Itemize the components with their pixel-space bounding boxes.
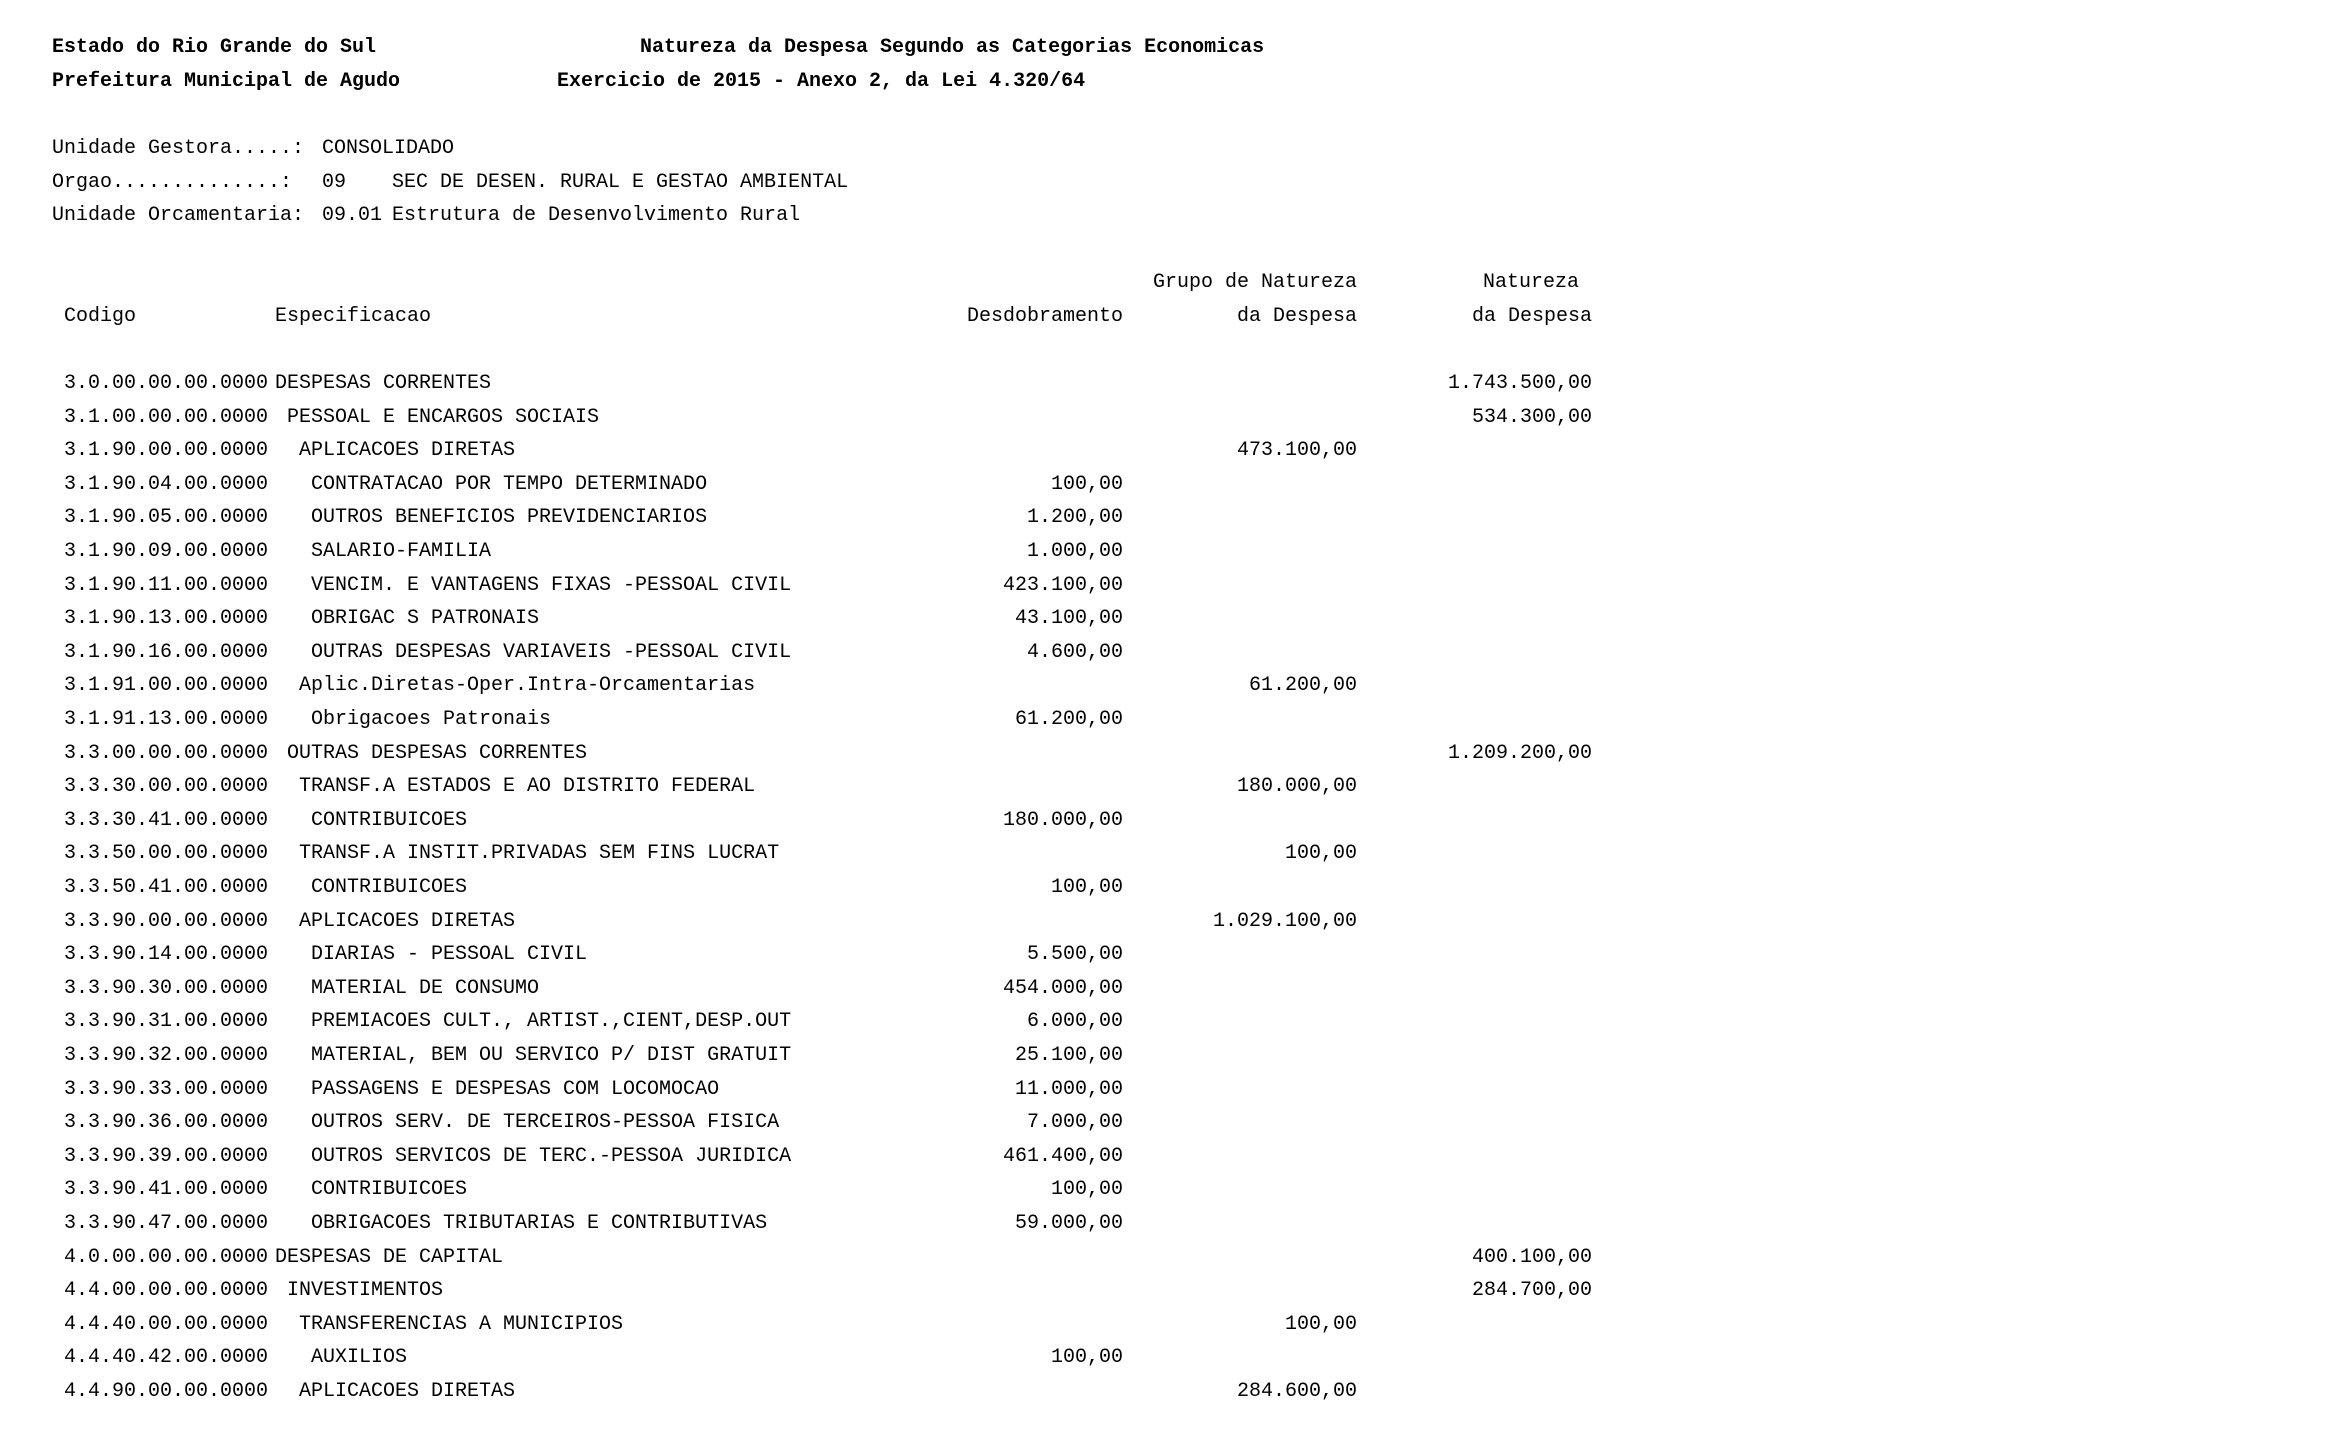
row-grupo-natureza: 1.029.100,00 — [1212, 910, 1357, 933]
row-desdobramento: 1.200,00 — [1026, 506, 1123, 529]
row-especificacao: PESSOAL E ENCARGOS SOCIAIS — [287, 406, 600, 429]
row-especificacao: OBRIGACOES TRIBUTARIAS E CONTRIBUTIVAS — [311, 1212, 768, 1235]
row-especificacao: CONTRIBUICOES — [311, 876, 468, 899]
row-desdobramento: 100,00 — [1050, 1178, 1123, 1201]
row-especificacao: OUTRAS DESPESAS VARIAVEIS -PESSOAL CIVIL — [311, 641, 792, 664]
row-code: 3.1.00.00.00.0000 — [64, 406, 269, 429]
row-desdobramento: 59.000,00 — [1014, 1212, 1123, 1235]
row-code: 3.1.91.13.00.0000 — [64, 708, 269, 731]
row-natureza: 1.209.200,00 — [1447, 742, 1592, 765]
row-especificacao: VENCIM. E VANTAGENS FIXAS -PESSOAL CIVIL — [311, 574, 792, 597]
unidade-gestora-value: CONSOLIDADO — [322, 137, 455, 160]
row-especificacao: TRANSF.A INSTIT.PRIVADAS SEM FINS LUCRAT — [299, 842, 780, 865]
row-desdobramento: 454.000,00 — [1002, 977, 1123, 1000]
row-code: 4.4.40.42.00.0000 — [64, 1346, 269, 1369]
row-desdobramento: 100,00 — [1050, 1346, 1123, 1369]
row-especificacao: OUTROS SERV. DE TERCEIROS-PESSOA FISICA — [311, 1111, 780, 1134]
row-desdobramento: 61.200,00 — [1014, 708, 1123, 731]
row-especificacao: MATERIAL DE CONSUMO — [311, 977, 540, 1000]
row-code: 3.3.50.41.00.0000 — [64, 876, 269, 899]
orgao-code: 09 — [322, 171, 347, 194]
state-name: Estado do Rio Grande do Sul — [52, 36, 377, 59]
row-code: 3.3.90.00.00.0000 — [64, 910, 269, 933]
row-especificacao: Obrigacoes Patronais — [311, 708, 552, 731]
row-especificacao: Aplic.Diretas-Oper.Intra-Orcamentarias — [299, 674, 756, 697]
row-code: 4.4.40.00.00.0000 — [64, 1313, 269, 1336]
row-desdobramento: 461.400,00 — [1002, 1145, 1123, 1168]
row-desdobramento: 100,00 — [1050, 473, 1123, 496]
row-especificacao: DIARIAS - PESSOAL CIVIL — [311, 943, 588, 966]
row-grupo-natureza: 100,00 — [1284, 1313, 1357, 1336]
row-code: 3.1.90.16.00.0000 — [64, 641, 269, 664]
row-especificacao: CONTRATACAO POR TEMPO DETERMINADO — [311, 473, 708, 496]
row-code: 3.3.50.00.00.0000 — [64, 842, 269, 865]
row-especificacao: OUTROS SERVICOS DE TERC.-PESSOA JURIDICA — [311, 1145, 792, 1168]
row-grupo-natureza: 284.600,00 — [1236, 1380, 1357, 1403]
row-code: 4.0.00.00.00.0000 — [64, 1246, 269, 1269]
row-code: 3.1.90.09.00.0000 — [64, 540, 269, 563]
row-especificacao: TRANSF.A ESTADOS E AO DISTRITO FEDERAL — [299, 775, 756, 798]
row-code: 3.3.90.33.00.0000 — [64, 1078, 269, 1101]
unidade-orcamentaria-code: 09.01 — [322, 204, 383, 227]
row-especificacao: MATERIAL, BEM OU SERVICO P/ DIST GRATUIT — [311, 1044, 792, 1067]
col-natureza-header-line1: Natureza — [1483, 271, 1580, 294]
row-code: 3.3.00.00.00.0000 — [64, 742, 269, 765]
row-especificacao: TRANSFERENCIAS A MUNICIPIOS — [299, 1313, 624, 1336]
row-code: 3.3.90.31.00.0000 — [64, 1010, 269, 1033]
row-code: 3.3.90.30.00.0000 — [64, 977, 269, 1000]
orgao-label: Orgao..............: — [52, 171, 293, 194]
row-code: 3.0.00.00.00.0000 — [64, 372, 269, 395]
row-especificacao: DESPESAS DE CAPITAL — [275, 1246, 504, 1269]
row-desdobramento: 7.000,00 — [1026, 1111, 1123, 1134]
row-especificacao: INVESTIMENTOS — [287, 1279, 444, 1302]
row-especificacao: DESPESAS CORRENTES — [275, 372, 492, 395]
col-grupo-header-line2: da Despesa — [1236, 305, 1357, 328]
row-grupo-natureza: 180.000,00 — [1236, 775, 1357, 798]
row-especificacao: CONTRIBUICOES — [311, 809, 468, 832]
row-desdobramento: 423.100,00 — [1002, 574, 1123, 597]
row-grupo-natureza: 473.100,00 — [1236, 439, 1357, 462]
row-grupo-natureza: 61.200,00 — [1248, 674, 1357, 697]
row-natureza: 284.700,00 — [1471, 1279, 1592, 1302]
row-especificacao: SALARIO-FAMILIA — [311, 540, 492, 563]
row-code: 3.3.90.14.00.0000 — [64, 943, 269, 966]
row-code: 3.3.30.00.00.0000 — [64, 775, 269, 798]
row-grupo-natureza: 100,00 — [1284, 842, 1357, 865]
row-natureza: 400.100,00 — [1471, 1246, 1592, 1269]
row-desdobramento: 180.000,00 — [1002, 809, 1123, 832]
col-especificacao-header: Especificacao — [275, 305, 432, 328]
row-especificacao: OBRIGAC S PATRONAIS — [311, 607, 540, 630]
row-code: 3.3.30.41.00.0000 — [64, 809, 269, 832]
row-code: 3.1.90.04.00.0000 — [64, 473, 269, 496]
orgao-value: SEC DE DESEN. RURAL E GESTAO AMBIENTAL — [392, 171, 849, 194]
row-code: 3.3.90.41.00.0000 — [64, 1178, 269, 1201]
col-natureza-header-line2: da Despesa — [1471, 305, 1592, 328]
row-code: 3.3.90.32.00.0000 — [64, 1044, 269, 1067]
col-codigo-header: Codigo — [64, 305, 137, 328]
row-desdobramento: 5.500,00 — [1026, 943, 1123, 966]
row-especificacao: APLICACOES DIRETAS — [299, 910, 516, 933]
col-desdobramento-header: Desdobramento — [966, 305, 1123, 328]
exercise-info: Exercicio de 2015 - Anexo 2, da Lei 4.320/64 — [557, 70, 1086, 93]
row-desdobramento: 6.000,00 — [1026, 1010, 1123, 1033]
row-code: 3.3.90.36.00.0000 — [64, 1111, 269, 1134]
row-desdobramento: 1.000,00 — [1026, 540, 1123, 563]
municipality-name: Prefeitura Municipal de Agudo — [52, 70, 401, 93]
row-especificacao: OUTROS BENEFICIOS PREVIDENCIARIOS — [311, 506, 708, 529]
row-code: 3.3.90.47.00.0000 — [64, 1212, 269, 1235]
row-code: 3.1.90.13.00.0000 — [64, 607, 269, 630]
row-natureza: 1.743.500,00 — [1447, 372, 1592, 395]
row-especificacao: OUTRAS DESPESAS CORRENTES — [287, 742, 588, 765]
row-especificacao: PASSAGENS E DESPESAS COM LOCOMOCAO — [311, 1078, 720, 1101]
unidade-gestora-label: Unidade Gestora.....: — [52, 137, 305, 160]
row-desdobramento: 11.000,00 — [1014, 1078, 1123, 1101]
report-title: Natureza da Despesa Segundo as Categorias Economicas — [640, 36, 1265, 59]
row-code: 3.1.91.00.00.0000 — [64, 674, 269, 697]
row-code: 3.1.90.00.00.0000 — [64, 439, 269, 462]
row-desdobramento: 25.100,00 — [1014, 1044, 1123, 1067]
row-code: 3.1.90.05.00.0000 — [64, 506, 269, 529]
row-code: 3.3.90.39.00.0000 — [64, 1145, 269, 1168]
row-code: 4.4.90.00.00.0000 — [64, 1380, 269, 1403]
row-especificacao: PREMIACOES CULT., ARTIST.,CIENT,DESP.OUT — [311, 1010, 792, 1033]
row-especificacao: APLICACOES DIRETAS — [299, 439, 516, 462]
row-desdobramento: 100,00 — [1050, 876, 1123, 899]
row-especificacao: AUXILIOS — [311, 1346, 408, 1369]
row-code: 4.4.00.00.00.0000 — [64, 1279, 269, 1302]
col-grupo-header-line1: Grupo de Natureza — [1152, 271, 1357, 294]
row-code: 3.1.90.11.00.0000 — [64, 574, 269, 597]
row-especificacao: APLICACOES DIRETAS — [299, 1380, 516, 1403]
row-desdobramento: 43.100,00 — [1014, 607, 1123, 630]
row-especificacao: CONTRIBUICOES — [311, 1178, 468, 1201]
row-desdobramento: 4.600,00 — [1026, 641, 1123, 664]
unidade-orcamentaria-value: Estrutura de Desenvolvimento Rural — [392, 204, 801, 227]
row-natureza: 534.300,00 — [1471, 406, 1592, 429]
unidade-orcamentaria-label: Unidade Orcamentaria: — [52, 204, 305, 227]
